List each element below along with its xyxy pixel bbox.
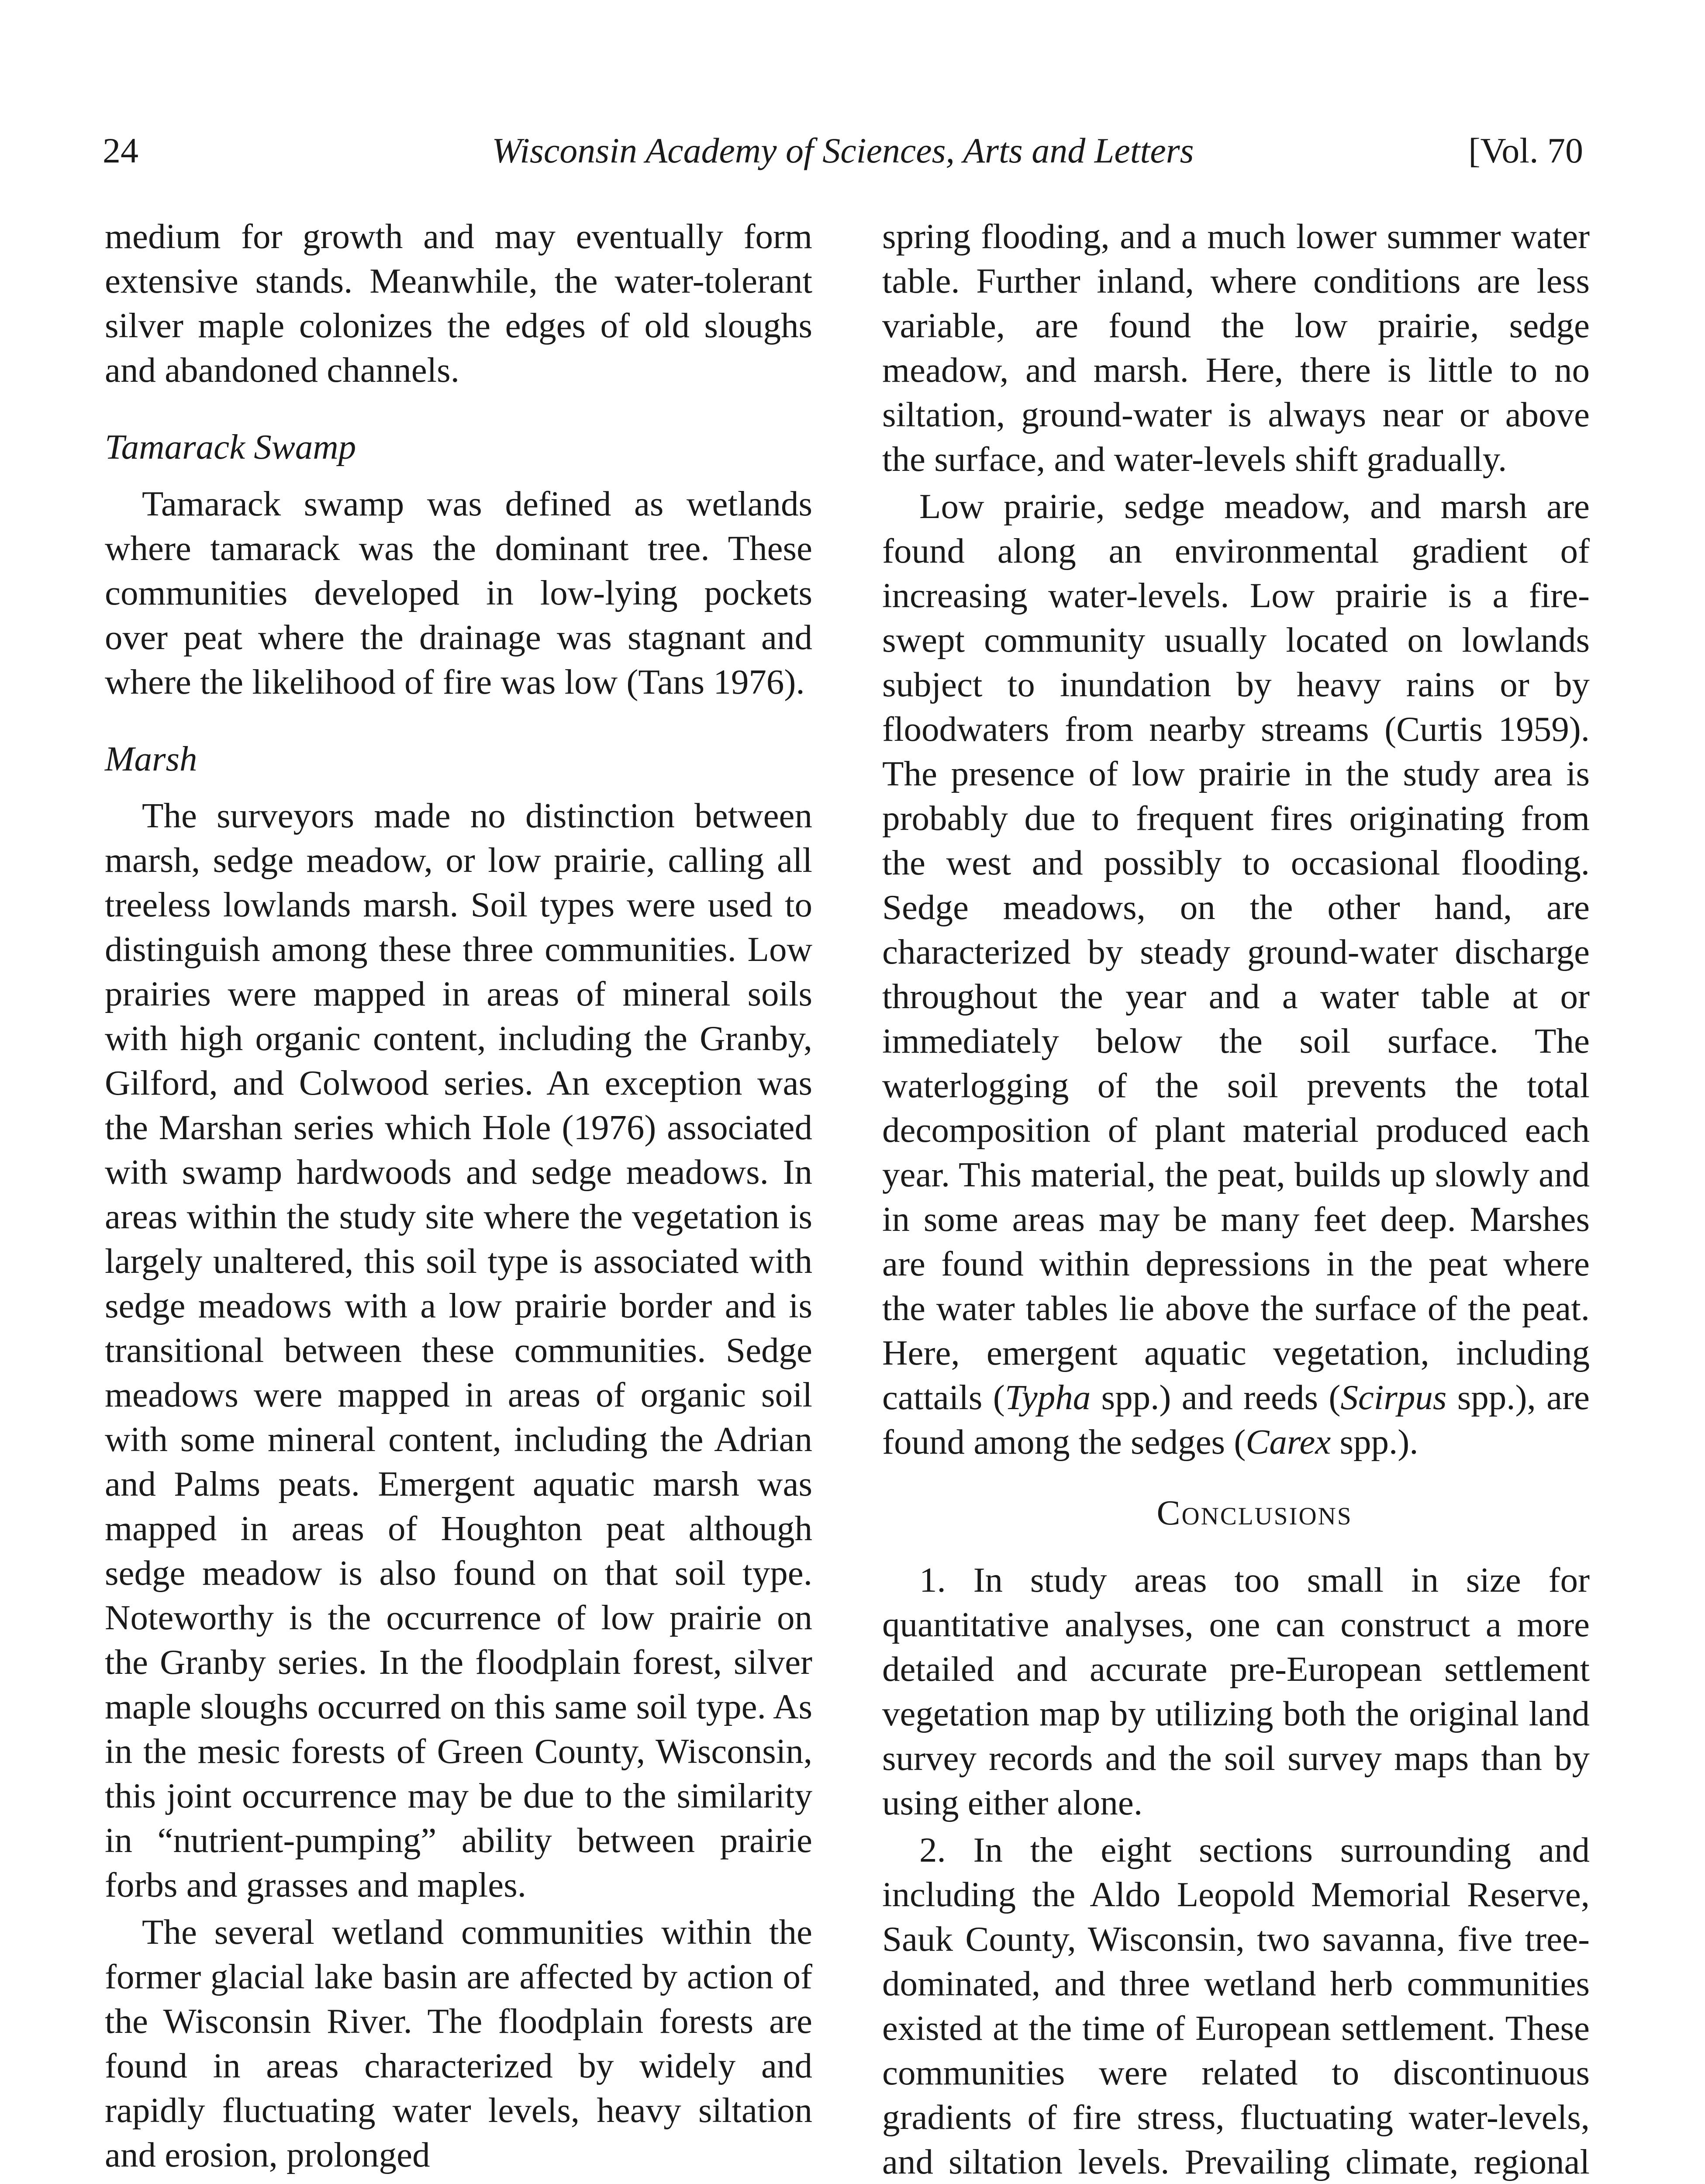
paragraph-text: Low prairie, sedge meadow, and marsh are found along an environmental gradient of increasing water-levels. Low prairie is a fire-swept community usually located on lowlands subject to inundation by heavy rains or by floodwaters from nearby streams (Curtis 1959). The presence of low prairie in the study area is probably due to frequent fires originating from the west and possibly to occasional flooding. Sedge meadows, on the other hand, are characterized by steady ground-water discharge throughout the year and a water table at or immediately below the soil surface. The waterlogging of the soil prevents the total decomposition of plant material produced each year. This material, the peat, builds up slowly and in some areas may be many feet deep. Marshes are found within depressions in the peat where the water tables lie above the surface of the peat. Here, emergent aquatic vegetation, including cattails ( <box>882 487 1590 1417</box>
paragraph-text: spp.) and reeds ( <box>1091 1378 1341 1417</box>
volume-label: [Vol. 70 <box>1468 131 1583 170</box>
genus-typha: Typha <box>1004 1378 1091 1417</box>
subheading-marsh: Marsh <box>105 739 197 778</box>
paragraph: spring flooding, and a much lower summer water table. Further inland, where conditions are less variable, are found the low prairie, sedge meadow, and marsh. Here, there is little to no siltation, ground-water is always near or above the surface, and water-levels shift gradually. <box>882 217 1590 479</box>
genus-scirpus: Scirpus <box>1340 1378 1447 1417</box>
page-number: 24 <box>103 131 138 170</box>
paragraph-text: spp.). <box>1331 1422 1419 1462</box>
right-column <box>882 214 1590 2184</box>
genus-carex: Carex <box>1246 1422 1331 1462</box>
conclusion-item: 1. In study areas too small in size for quantitative analyses, one can construct a more detailed and accurate pre-European settlement vegetation map by utilizing both the original land survey records and the soil survey maps than by using either alone. <box>882 1560 1590 1822</box>
paragraph <box>882 484 1590 1464</box>
left-column <box>105 214 812 2177</box>
running-header <box>103 127 1583 183</box>
paragraph-text: spp.), are found among the sedges ( <box>882 1378 1590 1462</box>
paragraph: The surveyors made no distinction between marsh, sedge meadow, or low prairie, calling all treeless lowlands marsh. Soil types were used to distinguish among these three communities. Low prairies were mapped in areas of mineral soils with high organic content, including the Granby, Gilford, and Colwood series. An exception was the Marshan series which Hole (1976) associated with swamp hardwoods and sedge meadows. In areas within the study site where the vegetation is largely unaltered, this soil type is associated with sedge meadows with a low prairie border and is transitional between these communities. Sedge meadows were mapped in areas of organic soil with some mineral content, including the Adrian and Palms peats. Emergent aquatic marsh was mapped in areas of Houghton peat although sedge meadow is also found on that soil type. Noteworthy is the occurrence of low prairie on the Granby series. In the floodplain forest, silver maple sloughs occurred on this same soil type. As in the mesic forests of Green County, Wisconsin, this joint occurrence may be due to the similarity in “nutrient-pumping” ability between prairie forbs and grasses and maples. <box>105 796 812 1904</box>
subheading-tamarack-swamp: Tamarack Swamp <box>105 427 356 467</box>
section-heading-conclusions: Conclusions <box>1156 1493 1353 1532</box>
paragraph: The several wetland communities within the former glacial lake basin are affected by action of the Wisconsin River. The floodplain forests are found in areas characterized by widely and rapidly fluctuating water levels, heavy siltation and erosion, prolonged <box>105 1912 812 2174</box>
journal-title: Wisconsin Academy of Sciences, Arts and Letters <box>492 131 1194 170</box>
paragraph: Tamarack swamp was defined as wetlands where tamarack was the dominant tree. These communities developed in low-lying pockets over peat where the drainage was stagnant and where the likelihood of fire was low (Tans 1976). <box>105 484 812 702</box>
conclusion-item: 2. In the eight sections surrounding and including the Aldo Leopold Memorial Reserve, Sauk County, Wisconsin, two savanna, five tree-dominated, and three wetland herb communities existed at the time of European settlement. These communities were related to discontinuous gradients of fire stress, fluctuating water-levels, and siltation levels. Prevailing climate, regional <box>882 1830 1590 2181</box>
paragraph: medium for growth and may eventually form extensive stands. Meanwhile, the water-tolerant silver maple colonizes the edges of old sloughs and abandoned channels. <box>105 217 812 390</box>
